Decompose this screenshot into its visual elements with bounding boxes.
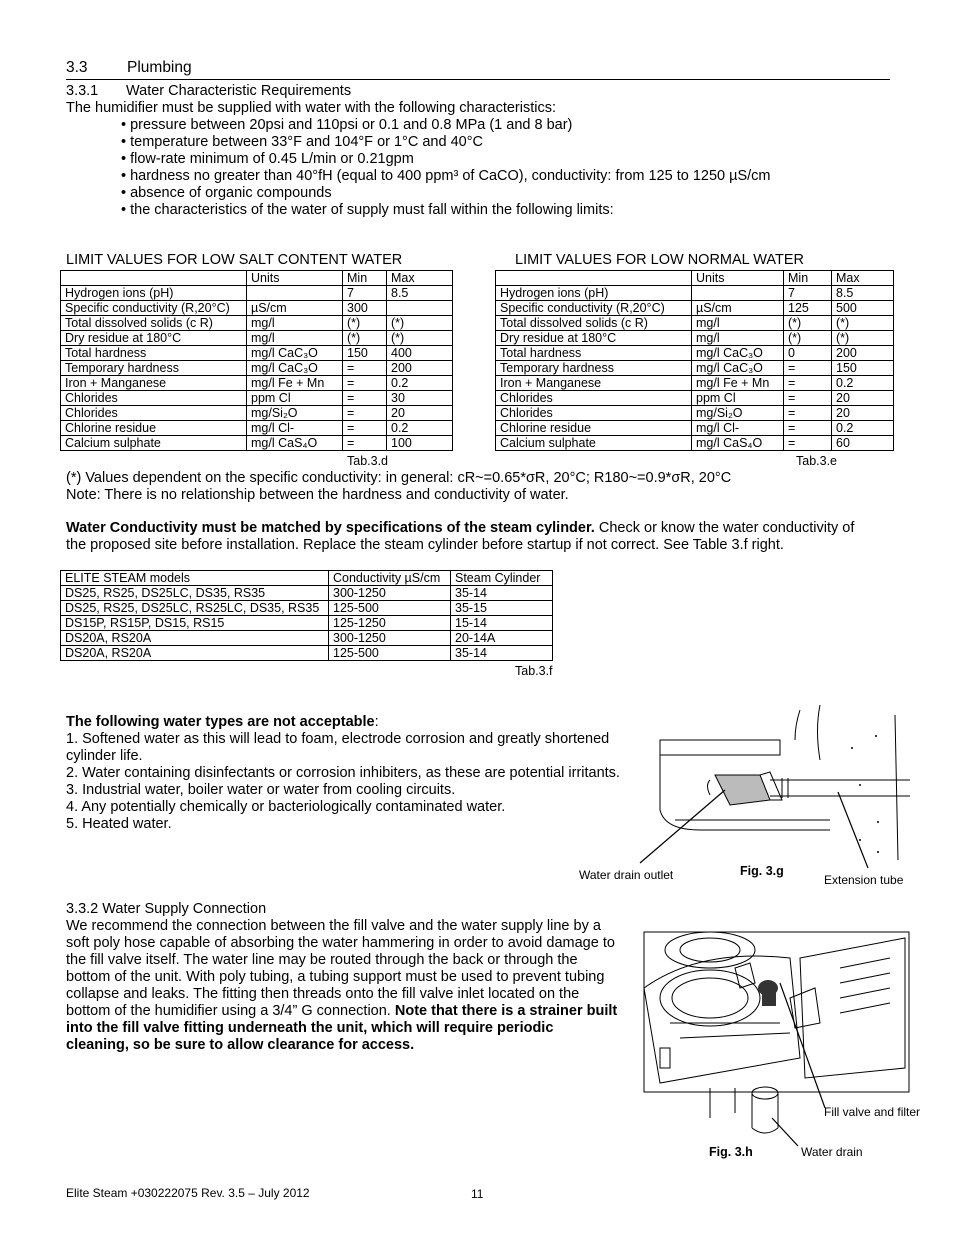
table-cell: Chlorides [496,406,692,421]
table-cell: 125 [784,301,832,316]
table-header-row [61,571,553,586]
table-header-cell: Units [692,271,784,286]
table-row [496,286,894,301]
table-cell: 20 [832,406,894,421]
table-header-row [61,271,453,286]
table-row [61,361,453,376]
table-cell: 60 [832,436,894,451]
section-number: 3.3 [66,59,88,76]
list-item: • temperature between 33°F and 104°F or 1°C and 40°C [121,134,483,150]
table-cell: 8.5 [387,286,453,301]
conductivity-instructions: Check or know the water conductivity of the proposed site before installation. Replace the steam cylinder before startup if not correct. See Table 3.f right. [66,520,855,553]
table-cell: DS20A, RS20A [61,646,329,661]
table-cell: Specific conductivity (R,20°C) [61,301,247,316]
list-item: • flow-rate minimum of 0.45 L/min or 0.21gpm [121,151,414,167]
table-cell: 30 [387,391,453,406]
table-cell: µS/cm [247,301,343,316]
table-cell: 125-500 [329,646,451,661]
conductivity-warning: Water Conductivity must be matched by specifications of the steam cylinder. [66,520,595,536]
table-cell: (*) [343,316,387,331]
table-row [496,391,894,406]
fig-3g-label: Fig. 3.g [740,864,784,878]
table-row [61,646,553,661]
table-cell: = [784,406,832,421]
table-cell: 125-1250 [329,616,451,631]
supply-line-6 [66,1003,617,1020]
unacceptable-item: 2. Water containing disinfectants or corrosion inhibiters, as these are potential irritants. [66,765,620,781]
table-cell: 500 [832,301,894,316]
list-item: • absence of organic compounds [121,185,332,201]
table-row [61,331,453,346]
supply-heading: 3.3.2 Water Supply Connection [66,901,267,917]
table-cell: Iron + Manganese [61,376,247,391]
table-cell: 7 [784,286,832,301]
table-cell: Temporary hardness [61,361,247,376]
table-cell: mg/Si₂O [247,406,343,421]
supply-line: bottom of the unit. With poly tubing, a tubing support must be used to prevent tubing [66,969,605,985]
table-cell: = [784,376,832,391]
table-cell: 200 [387,361,453,376]
unacceptable-item: 1. Softened water as this will lead to foam, electrode corrosion and greatly shortened [66,731,610,747]
table-cell: mg/l CaC₃O [247,346,343,361]
subsection-title: Water Characteristic Requirements [126,83,352,99]
unacceptable-heading-line [66,714,379,731]
table-cell: 20 [832,391,894,406]
water-drain-outlet-label: Water drain outlet [579,868,674,882]
table-row [61,346,453,361]
table-cell: (*) [832,316,894,331]
intro-text: The humidifier must be supplied with water with the following characteristics: [66,100,556,116]
table-cell: (*) [387,331,453,346]
table-header-cell: Conductivity µS/cm [329,571,451,586]
subsection-number: 3.3.1 [66,83,99,99]
table-cell: 150 [343,346,387,361]
supply-line: We recommend the connection between the fill valve and the water supply line by a [66,918,601,934]
table-header-cell: ELITE STEAM models [61,571,329,586]
drain-outlet-leader [640,790,725,863]
table-row [61,301,453,316]
supply-line: collapse and leaks. The fitting then threads onto the fill valve inlet located on the [66,986,580,1002]
table-header-cell: Min [343,271,387,286]
table-cell: Total hardness [61,346,247,361]
table-cell: mg/l CaS₄O [692,436,784,451]
table-d-caption: Tab.3.d [347,454,389,468]
table-cell: (*) [784,331,832,346]
table-row [61,376,453,391]
table-header-cell: Max [387,271,453,286]
table-e-caption: Tab.3.e [796,454,838,468]
limit-table-low-normal [495,270,894,451]
table-cell: = [343,361,387,376]
heading-colon: : [374,714,379,730]
list-item: • hardness no greater than 40°fH (equal to 400 ppm³ of CaCO), conductivity: from 125 to 1250 µS/cm [121,168,771,184]
cylinder-table [60,570,553,661]
table-cell: = [343,391,387,406]
table-cell: 35-15 [451,601,553,616]
table-cell: mg/l [692,331,784,346]
table-cell: 0.2 [832,421,894,436]
table-cell: µS/cm [692,301,784,316]
extension-tube-label: Extension tube [824,873,904,887]
section-divider [66,79,890,80]
table-row [61,436,453,451]
unacceptable-item: 4. Any potentially chemically or bacteriologically contaminated water. [66,799,506,815]
table-row [496,331,894,346]
footer-document-id: Elite Steam +030222075 Rev. 3.5 – July 2012 [66,1186,310,1200]
table-cell [247,286,343,301]
table-cell: = [784,436,832,451]
table-cell: 125-500 [329,601,451,616]
table-row [61,391,453,406]
table-cell: DS20A, RS20A [61,631,329,646]
table-header-row [496,271,894,286]
table-cell: Iron + Manganese [496,376,692,391]
supply-line-text: bottom of the humidifier using a 3/4” G connection. [66,1003,395,1019]
table-cell: mg/l Fe + Mn [247,376,343,391]
table-cell: 150 [832,361,894,376]
table-cell: 0.2 [387,421,453,436]
unacceptable-item: 5. Heated water. [66,816,172,832]
table-cell: ppm Cl [692,391,784,406]
table-cell: (*) [343,331,387,346]
table-cell: mg/l [247,331,343,346]
table-cell: = [784,391,832,406]
table-header-cell: Steam Cylinder [451,571,553,586]
table-cell: Temporary hardness [496,361,692,376]
table-cell: 0 [784,346,832,361]
table-cell: = [343,406,387,421]
table-cell: Calcium sulphate [61,436,247,451]
fill-valve-label: Fill valve and filter [824,1105,921,1119]
table-cell: mg/l [692,316,784,331]
supply-line: soft poly hose capable of absorbing the water hammering in order to avoid damage to [66,935,615,951]
limit-table-low-salt [60,270,453,451]
strainer-note-line: into the fill valve fitting underneath the unit, which will require periodic [66,1020,554,1036]
table-cell: mg/l CaC₃O [692,346,784,361]
table-cell: Hydrogen ions (pH) [61,286,247,301]
table-cell: 0.2 [832,376,894,391]
table-cell: 15-14 [451,616,553,631]
table-row [61,286,453,301]
table-header-cell: Min [784,271,832,286]
table-cell: Total hardness [496,346,692,361]
table-cell: mg/l Fe + Mn [692,376,784,391]
table-cell: mg/l CaC₃O [692,361,784,376]
table-cell: ppm Cl [247,391,343,406]
table-cell [692,286,784,301]
table-cell: Dry residue at 180°C [61,331,247,346]
list-item: • pressure between 20psi and 110psi or 0.1 and 0.8 MPa (1 and 8 bar) [121,117,573,133]
table-header-cell [496,271,692,286]
table-row [61,601,553,616]
table-cell: 35-14 [451,646,553,661]
table-row [496,436,894,451]
table-e-title: LIMIT VALUES FOR LOW NORMAL WATER [515,252,804,268]
table-header-cell: Units [247,271,343,286]
list-item: • the characteristics of the water of supply must fall within the following limits: [121,202,614,218]
table-cell: DS15P, RS15P, DS15, RS15 [61,616,329,631]
water-drain-leader [772,1118,798,1146]
table-cell: DS25, RS25, DS25LC, RS25LC, DS35, RS35 [61,601,329,616]
requirements-list [121,117,771,219]
table-cell [387,301,453,316]
table-row [496,316,894,331]
table-cell: mg/l CaS₄O [247,436,343,451]
table-cell: 0.2 [387,376,453,391]
table-cell: 7 [343,286,387,301]
table-cell: mg/Si₂O [692,406,784,421]
table-header-cell: Max [832,271,894,286]
table-row [496,346,894,361]
table-cell: 300 [343,301,387,316]
table-cell: Chlorine residue [61,421,247,436]
strainer-note: Note that there is a strainer built [394,1003,618,1019]
table-row [496,376,894,391]
table-cell: = [784,421,832,436]
table-cell: 35-14 [451,586,553,601]
unacceptable-heading: The following water types are not acceptable [66,714,375,730]
table-cell: 400 [387,346,453,361]
table-row [61,316,453,331]
table-cell: Chlorides [61,391,247,406]
table-cell: Specific conductivity (R,20°C) [496,301,692,316]
table-cell: = [343,376,387,391]
table-cell: mg/l CaC₃O [247,361,343,376]
table-cell: (*) [387,316,453,331]
table-cell: mg/l Cl- [247,421,343,436]
table-cell: 20-14A [451,631,553,646]
table-cell: Chlorides [61,406,247,421]
strainer-note-line: cleaning, so be sure to allow clearance for access. [66,1037,415,1053]
table-cell: Chlorides [496,391,692,406]
table-cell: (*) [832,331,894,346]
page-number: 11 [471,1187,484,1201]
table-row [61,586,553,601]
values-note: (*) Values dependent on the specific conductivity: in general: cR~=0.65*σR, 20°C; R180~=0.9*σR, 20°C [66,470,732,486]
table-row [496,361,894,376]
extension-tube-leader [838,792,868,868]
table-cell: mg/l Cl- [692,421,784,436]
table-row [61,406,453,421]
unacceptable-item: cylinder life. [66,748,143,764]
table-row [496,421,894,436]
section-title: Plumbing [127,59,192,76]
table-cell: 300-1250 [329,586,451,601]
table-cell: 100 [387,436,453,451]
table-cell: 8.5 [832,286,894,301]
table-row [61,616,553,631]
table-cell: 200 [832,346,894,361]
table-header-cell [61,271,247,286]
table-cell: = [343,421,387,436]
table-cell: = [343,436,387,451]
table-cell: Chlorine residue [496,421,692,436]
table-cell: 300-1250 [329,631,451,646]
table-row [496,406,894,421]
conductivity-paragraph [66,520,878,554]
table-cell: Total dissolved solids (c R) [61,316,247,331]
unacceptable-item: 3. Industrial water, boiler water or water from cooling circuits. [66,782,456,798]
table-cell: mg/l [247,316,343,331]
table-row [496,301,894,316]
hardness-note: Note: There is no relationship between the hardness and conductivity of water. [66,487,569,503]
fill-valve-leader [780,983,825,1108]
table-cell: (*) [784,316,832,331]
table-cell: 20 [387,406,453,421]
table-cell: Hydrogen ions (pH) [496,286,692,301]
table-cell: = [784,361,832,376]
water-drain-label: Water drain [801,1145,863,1159]
table-cell: Calcium sulphate [496,436,692,451]
supply-line: the fill valve itself. The water line may be routed through the back or through the [66,952,578,968]
table-row [61,631,553,646]
table-f-caption: Tab.3.f [515,664,553,678]
table-cell: DS25, RS25, DS25LC, DS35, RS35 [61,586,329,601]
table-cell: Total dissolved solids (c R) [496,316,692,331]
fig-3h-label: Fig. 3.h [709,1145,753,1159]
table-row [61,421,453,436]
table-cell: Dry residue at 180°C [496,331,692,346]
drain-outlet-illustration [620,700,920,870]
table-d-title: LIMIT VALUES FOR LOW SALT CONTENT WATER [66,252,403,268]
